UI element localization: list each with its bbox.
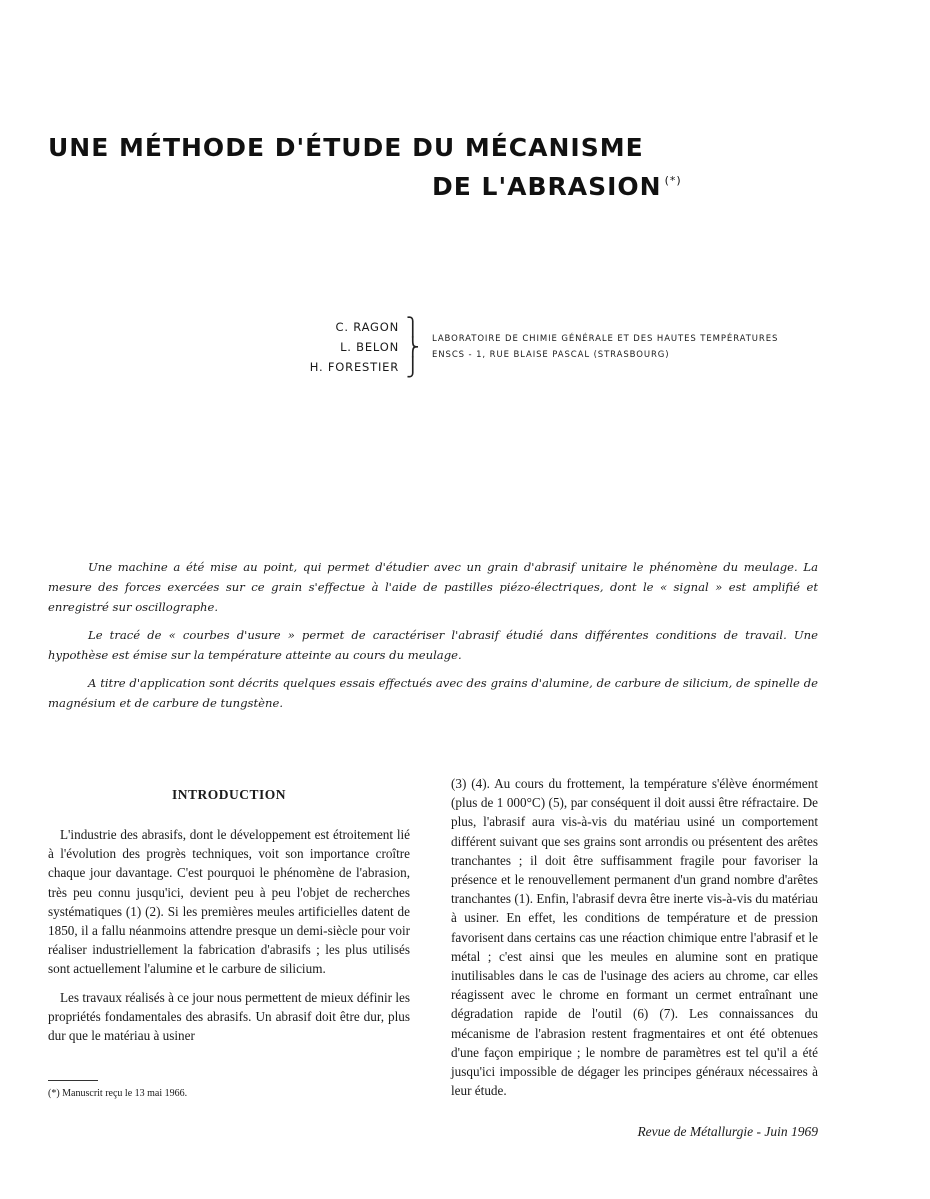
author-name: C. RAGON: [335, 320, 399, 334]
footnote-rule: [48, 1080, 98, 1081]
body-paragraph: (3) (4). Au cours du frottement, la température s'élève énormément (plus de 1 000°C) (5), par conséquent il doit aussi être réfractaire. De plus, l'abrasif aura vis-à-vis du matériau usiné un comportement différent suivant que ses grains sont arrondis ou présentent des arêtes tranchantes ; il doit être suffisamment fragile pour favoriser la présence et le renouvellement permanent d'un grand nombre d'arêtes tranchantes (1). Enfin, l'abrasif devra être inerte vis-à-vis du matériau à usiner. En effet, les conditions de température et de pression favorisent dans certains cas une réaction chimique entre l'abrasif et le métal ; c'est ainsi que les meules en alumine sont en pratique inutilisables dans le cas de l'usinage des aciers au chrome, car elles réagissent avec le chrome en formant un cermet entraînant une dégradation rapide de l'outil (6) (7). Les connaissances du mécanisme de l'abrasion restent fragmentaires et ont été obtenues d'une façon empirique ; le nombre de paramètres est tel qu'il a été jusqu'ici impossible de dégager les principes généraux nécessaires à leur étude.: [451, 776, 818, 1099]
abstract-paragraph: Une machine a été mise au point, qui permet d'étudier avec un grain d'abrasif unitaire le phénomène du meulage. La mesure des forces exercées sur ce grain s'effectue à l'aide de pastilles piézo-électriques, dont le « signal » est amplifié et enregistré sur oscillographe.: [48, 560, 818, 614]
affiliation-line-1: LABORATOIRE DE CHIMIE GÉNÉRALE ET DES HAUTES TEMPÉRATURES: [432, 334, 779, 344]
affiliation: [432, 331, 778, 363]
title-line-1: UNE MÉTHODE D'ÉTUDE DU MÉCANISME: [48, 133, 644, 162]
right-column: [451, 774, 818, 1109]
body-paragraph: Les travaux réalisés à ce jour nous permettent de mieux définir les propriétés fondamentales des abrasifs. Un abrasif doit être dur, plus dur que le matériau à usiner: [48, 989, 410, 1044]
affiliation-line-2: ENSCS - 1, RUE BLAISE PASCAL (STRASBOURG): [432, 350, 670, 360]
footnote: (*) Manuscrit reçu le 13 mai 1966.: [48, 1088, 188, 1099]
title-footnote-mark: (*): [664, 174, 682, 187]
title-line-2-text: DE L'ABRASION: [432, 172, 662, 201]
author-name: H. FORESTIER: [309, 360, 399, 374]
left-column: [48, 825, 410, 1054]
author-list: [286, 317, 399, 377]
author-name: L. BELON: [340, 340, 399, 354]
abstract-paragraph: A titre d'application sont décrits quelques essais effectués avec des grains d'alumine, de carbure de silicium, de spinelle de magnésium et de carbure de tungstène.: [48, 676, 818, 710]
section-heading: INTRODUCTION: [171, 787, 286, 802]
journal-footer: Revue de Métallurgie - Juin 1969: [637, 1124, 818, 1139]
body-paragraph: L'industrie des abrasifs, dont le développement est étroitement lié à l'évolution des progrès techniques, voit son importance croître chaque jour davantage. C'est pourquoi le phénomène de l'abrasion, très peu connu jusqu'ici, devient peu à peu l'objet de recherches systématiques (1) (2). Si les premières meules artificielles datent de 1850, il a fallu néanmoins attendre presque un demi-siècle pour voir réaliser industriellement la fabrication d'abrasifs ; les plus utilisés sont actuellement l'alumine et le carbure de silicium.: [48, 827, 410, 977]
author-brace: ⎫ ⎬ ⎭: [406, 317, 420, 378]
title-line-2: [432, 172, 682, 201]
abstract-paragraph: Le tracé de « courbes d'usure » permet de caractériser l'abrasif étudié dans différentes conditions de travail. Une hypothèse est émise sur la température atteinte au cours du meulage.: [48, 628, 818, 662]
abstract: [48, 557, 818, 721]
